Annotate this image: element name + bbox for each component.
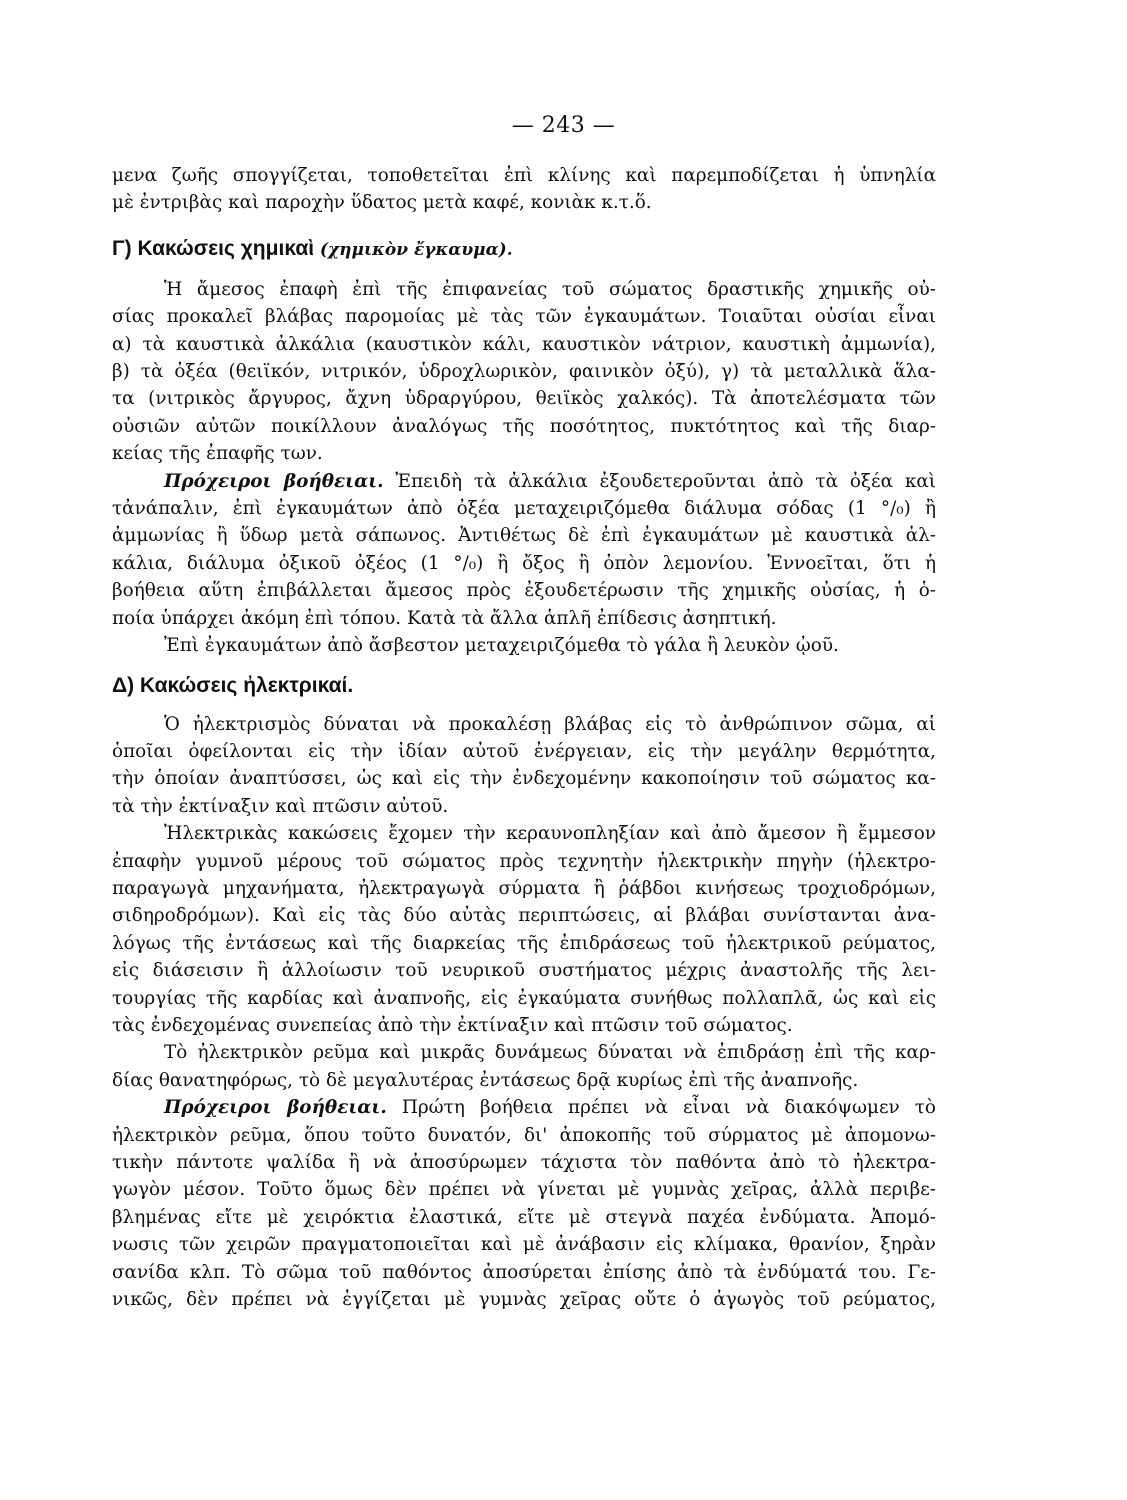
- text-line: νικῶς, δὲν πρέπει νὰ ἐγγίζεται μὲ γυμνὰς χεῖρας οὔτε ὁ ἀγωγὸς τοῦ ρεύματος,: [112, 1289, 936, 1311]
- paragraph-electrical-intro: [112, 711, 936, 821]
- text-line: εἰς διάσεισιν ἢ ἀλλοίωσιν τοῦ νευρικοῦ συστήματος μέχρις ἀναστολῆς τῆς λει-: [112, 960, 936, 982]
- text-line: α) τὰ καυστικὰ ἀλκάλια (καυστικὸν κάλι, καυστικὸν νάτριον, καυστικὴ ἀμμωνία),: [112, 333, 936, 355]
- text-line: μενα ζωῆς σπογγίζεται, τοποθετεῖται ἐπὶ κλίνης καὶ παρεμποδίζεται ἡ ὑπνηλία: [112, 165, 936, 186]
- text-line: σανίδα κλπ. Τὸ σῶμα τοῦ παθόντος ἀποσύρεται ἐπίσης ἀπὸ τὰ ἐνδύματά του. Γε-: [112, 1261, 936, 1283]
- heading-text: Γ) Κακώσεις χημικαὶ: [112, 236, 315, 260]
- heading-subtitle: (χημικὸν ἔγκαυμα).: [319, 239, 513, 260]
- paragraph-electrical-first-aid: [112, 1094, 936, 1313]
- text-line: λόγως τῆς ἐντάσεως καὶ τῆς διαρκείας τῆς ἐπιδράσεως τοῦ ἠλεκτρικοῦ ρεύματος,: [112, 932, 936, 954]
- text-line: σιδηροδρόμων). Καὶ εἰς τὰς δύο αὐτὰς περιπτώσεις, αἱ βλάβαι συνίστανται ἀνα-: [112, 905, 936, 927]
- text-line: κάλια, διάλυμα ὀξικοῦ ὀξέος (1 °/₀) ἢ ὄξος ἢ ὀπὸν λεμονίου. Ἐννοεῖται, ὅτι ἡ: [112, 552, 936, 574]
- page-number: — 243 —: [511, 113, 616, 138]
- text-line: παραγωγὰ μηχανήματα, ἠλεκτραγωγὰ σύρματα ἢ ῥάβδοι κινήσεως τροχιοδρόμων,: [112, 877, 936, 899]
- text-line: βλημένας εἴτε μὲ χειρόκτια ἐλαστικά, εἴτε μὲ στεγνὰ παχέα ἐνδύματα. Ἀπομό-: [112, 1206, 936, 1228]
- text-line: ἠλεκτρικὸν ρεῦμα, ὅπου τοῦτο δυνατόν, δι' ἀποκοπῆς τοῦ σύρματος μὲ ἀπομονω-: [112, 1124, 936, 1146]
- first-aid-label: Πρόχειροι βοήθειαι.: [164, 1097, 387, 1119]
- text-line: οὐσιῶν αὐτῶν ποικίλλουν ἀναλόγως τῆς ποσότητος, πυκτότητος καὶ τῆς διαρ-: [112, 415, 936, 437]
- text-line: τουργίας τῆς καρδίας καὶ ἀναπνοῆς, εἰς ἐγκαύματα συνήθως πολλαπλᾶ, ὡς καὶ εἰς: [112, 987, 936, 1009]
- text-line: ἀμμωνίας ἢ ὕδωρ μετὰ σάπωνος. Ἀντιθέτως δὲ ἐπὶ ἐγκαυμάτων μὲ καυστικὰ ἀλ-: [112, 525, 936, 547]
- paragraph-chemical-intro: [112, 276, 936, 468]
- text-line: τὰς ἐνδεχομένας συνεπείας ἀπὸ τὴν ἐκτίναξιν καὶ πτῶσιν τοῦ σώματος.: [112, 1014, 793, 1036]
- text-line: β) τὰ ὀξέα (θειϊκόν, νιτρικόν, ὑδροχλωρικὸν, φαινικὸν ὀξύ), γ) τὰ μεταλλικὰ ἅλα-: [112, 361, 936, 383]
- text-line: ὁποῖαι ὀφείλονται εἰς τὴν ἰδίαν αὐτοῦ ἐνέργειαν, εἰς τὴν μεγάλην θερμότητα,: [112, 740, 936, 762]
- text-line: [112, 468, 936, 495]
- text-run: Ἐπειδὴ τὰ ἀλκάλια ἐξουδετεροῦνται ἀπὸ τὰ ὀξέα καὶ: [395, 470, 936, 492]
- text-line: γωγὸν μέσον. Τοῦτο ὅμως δὲν πρέπει νὰ γίνεται μὲ γυμνὰς χεῖρας, ἀλλὰ περιβε-: [112, 1179, 936, 1201]
- first-aid-label: Πρόχειροι βοήθειαι.: [164, 470, 384, 492]
- text-line: τα (νιτρικὸς ἄργυρος, ἄχνη ὑδραργύρου, θειϊκὸς χαλκός). Τὰ ἀποτελέσματα τῶν: [112, 388, 936, 410]
- text-line: τὴν ὁποίαν ἀναπτύσσει, ὡς καὶ εἰς τὴν ἐνδεχομένην κακοποίησιν τοῦ σώματος κα-: [112, 768, 936, 790]
- text-line: τὰ τὴν ἐκτίναξιν καὶ πτῶσιν αὐτοῦ.: [112, 795, 449, 817]
- page-body: [112, 162, 936, 1313]
- text-line: [112, 1094, 936, 1121]
- text-line: νωσις τῶν χειρῶν πραγματοποιεῖται καὶ μὲ ἀνάβασιν εἰς κλίμακα, θρανίον, ξηρὰν: [112, 1234, 936, 1256]
- text-line: Ἐπὶ ἐγκαυμάτων ἀπὸ ἄσβεστον μεταχειριζόμεθα τὸ γάλα ἢ λευκὸν ᾠοῦ.: [164, 635, 839, 657]
- text-line: ποία ὑπάρχει ἀκόμη ἐπὶ τόπου. Κατὰ τὰ ἄλλα ἁπλῆ ἐπίδεσις ἀσηπτική.: [112, 607, 777, 629]
- paragraph-electrical-heart: [112, 1039, 936, 1094]
- paragraph-continuation: [112, 162, 936, 217]
- text-line: ἐπαφὴν γυμνοῦ μέρους τοῦ σώματος πρὸς τεχνητὴν ἠλεκτρικὴν πηγὴν (ἠλεκτρο-: [112, 850, 936, 872]
- text-line: δίας θανατηφόρως, τὸ δὲ μεγαλυτέρας ἐντάσεως δρᾷ κυρίως ἐπὶ τῆς ἀναπνοῆς.: [112, 1069, 859, 1091]
- text-line: Ὁ ἠλεκτρισμὸς δύναται νὰ προκαλέσῃ βλάβας εἰς τὸ ἀνθρώπινον σῶμα, αἱ: [164, 713, 936, 735]
- paragraph-chemical-first-aid: [112, 468, 936, 660]
- text-line: Ἠλεκτρικὰς κακώσεις ἔχομεν τὴν κεραυνοπληξίαν καὶ ἀπὸ ἄμεσον ἢ ἔμμεσον: [164, 823, 936, 845]
- section-heading-electrical: Δ) Κακώσεις ἠλεκτρικαί.: [112, 673, 354, 697]
- paragraph-electrical-causes: [112, 820, 936, 1039]
- text-line: βοήθεια αὕτη ἐπιβάλλεται ἄμεσος πρὸς ἐξουδετέρωσιν τῆς χημικῆς οὐσίας, ἡ ὁ-: [112, 580, 936, 602]
- text-line: τἀνάπαλιν, ἐπὶ ἐγκαυμάτων ἀπὸ ὀξέα μεταχειριζόμεθα διάλυμα σόδας (1 °/₀) ἢ: [112, 498, 936, 520]
- text-line: Τὸ ἠλεκτρικὸν ρεῦμα καὶ μικρᾶς δυνάμεως δύναται νὰ ἐπιδράσῃ ἐπὶ τῆς καρ-: [164, 1042, 936, 1064]
- text-line: Ἡ ἄμεσος ἐπαφὴ ἐπὶ τῆς ἐπιφανείας τοῦ σώματος δραστικῆς χημικῆς οὐ-: [164, 278, 936, 300]
- text-line: κείας τῆς ἐπαφῆς των.: [112, 443, 323, 465]
- text-line: τικὴν πάντοτε ψαλίδα ἢ νὰ ἀποσύρωμεν τάχιστα τὸν παθόντα ἀπὸ τὸ ἠλεκτρα-: [112, 1152, 936, 1173]
- text-run: Πρώτη βοήθεια πρέπει νὰ εἶναι νὰ διακόψωμεν τὸ: [401, 1097, 936, 1119]
- section-heading-chemical: [112, 235, 936, 264]
- text-line: σίας προκαλεῖ βλάβας παρομοίας μὲ τὰς τῶν ἐγκαυμάτων. Τοιαῦται οὐσίαι εἶναι: [112, 306, 936, 328]
- text-line: μὲ ἐντριβὰς καὶ παροχὴν ὕδατος μετὰ καφέ, κονιὰκ κ.τ.ὅ.: [112, 192, 652, 214]
